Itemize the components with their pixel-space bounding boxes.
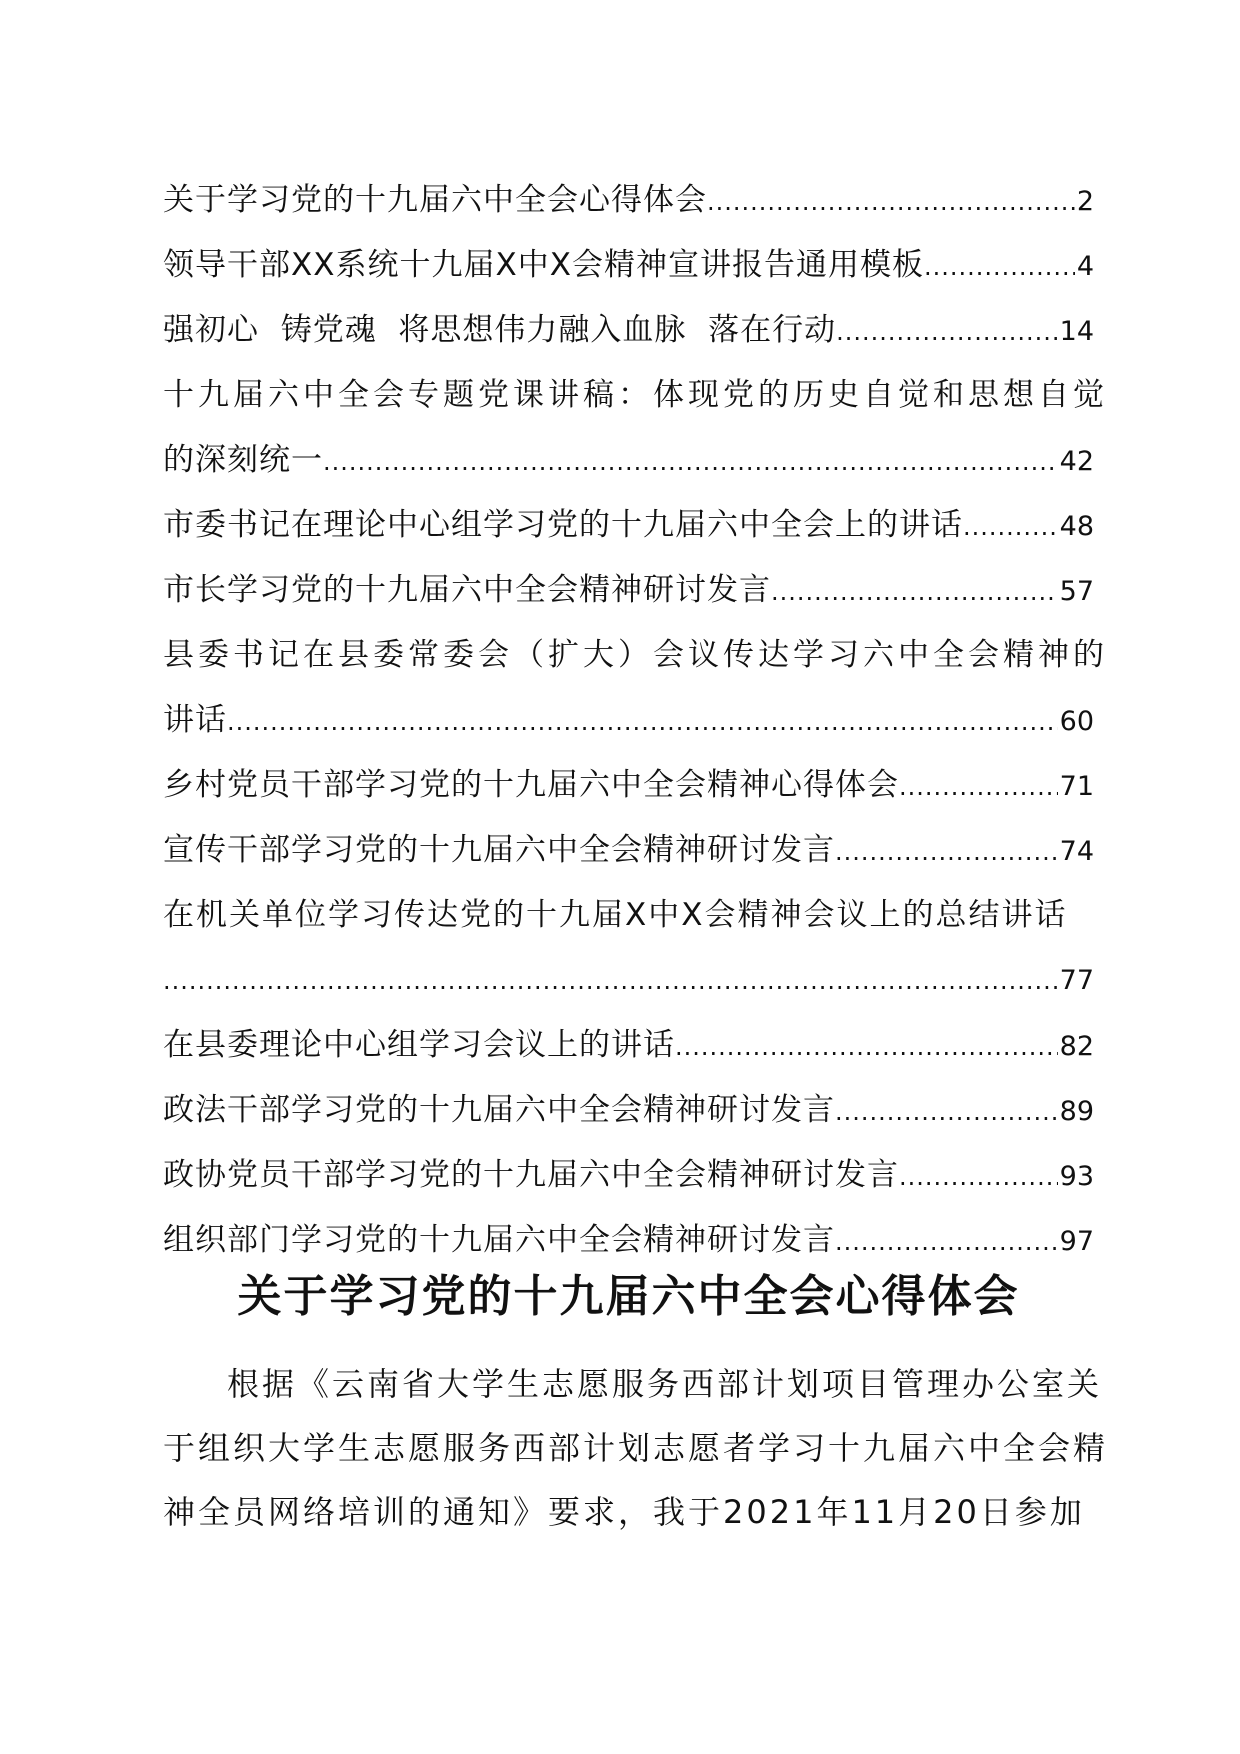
body-paragraph-line: 神全员网络培训的通知》要求，我于2021年11月20日参加 (163, 1493, 1085, 1531)
article-body (163, 1352, 1109, 1544)
toc-entry[interactable] (163, 1013, 1094, 1078)
toc-dot-leader (963, 495, 1058, 560)
toc-entry-title: 组织部门学习党的十九届六中全会精神研讨发言 (163, 1222, 835, 1258)
body-paragraph-line: 于组织大学生志愿服务西部计划志愿者学习十九届六中全会精 (163, 1429, 1109, 1467)
toc-page-number: 48 (1059, 511, 1094, 542)
toc-dot-leader (771, 560, 1058, 625)
toc-entry-title: 的深刻统一 (163, 442, 323, 478)
toc-entry[interactable] (163, 623, 1108, 753)
toc-page-number: 57 (1059, 576, 1094, 607)
toc-dot-leader (323, 430, 1058, 495)
toc-entry[interactable] (163, 168, 1094, 233)
toc-page-number: 93 (1059, 1161, 1094, 1192)
toc-dot-leader (899, 1145, 1058, 1210)
toc-dot-leader (836, 300, 1058, 365)
toc-entry-title-line1: 在机关单位学习传达党的十九届X中X会精神会议上的总结讲话 (163, 897, 1068, 933)
toc-entry-title: 领导干部XX系统十九届X中X会精神宣讲报告通用模板 (163, 247, 924, 283)
body-paragraph-line: 根据《云南省大学生志愿服务西部计划项目管理办公室关 (227, 1365, 1103, 1403)
toc-page-number: 42 (1059, 446, 1094, 477)
toc-dot-leader (835, 1080, 1058, 1145)
toc-entry[interactable] (163, 883, 1094, 1013)
toc-page-number: 89 (1059, 1096, 1094, 1127)
toc-entry[interactable] (163, 753, 1094, 818)
toc-entry-title: 市委书记在理论中心组学习党的十九届六中全会上的讲话 (163, 507, 963, 543)
toc-dot-leader (924, 235, 1075, 300)
toc-entry-title: 讲话 (163, 702, 227, 738)
toc-entry-title: 在县委理论中心组学习会议上的讲话 (163, 1027, 675, 1063)
toc-entry-title: 宣传干部学习党的十九届六中全会精神研讨发言 (163, 832, 835, 868)
toc-page-number: 71 (1059, 771, 1094, 802)
toc-entry-title: 市长学习党的十九届六中全会精神研讨发言 (163, 572, 771, 608)
toc-entry-title: 关于学习党的十九届六中全会心得体会 (163, 182, 707, 218)
toc-page-number: 77 (1059, 965, 1094, 996)
toc-entry-title-line1: 县委书记在县委常委会（扩大）会议传达学习六中全会精神的 (163, 637, 1108, 673)
toc-dot-leader (163, 949, 1058, 1014)
toc-entry[interactable] (163, 558, 1094, 623)
toc-entry-title-line1: 十九届六中全会专题党课讲稿：体现党的历史自觉和思想自觉 (163, 377, 1108, 413)
toc-page-number: 82 (1059, 1031, 1094, 1062)
toc-entry[interactable] (163, 298, 1094, 363)
toc-page-number: 14 (1059, 316, 1094, 347)
toc-dot-leader (835, 820, 1058, 885)
toc-entry[interactable] (163, 363, 1108, 493)
toc-entry-title: 政法干部学习党的十九届六中全会精神研讨发言 (163, 1092, 835, 1128)
toc-page-number: 4 (1076, 251, 1094, 282)
toc-entry-title: 政协党员干部学习党的十九届六中全会精神研讨发言 (163, 1157, 899, 1193)
toc-dot-leader (707, 170, 1075, 235)
toc-dot-leader (675, 1015, 1058, 1080)
toc-dot-leader (899, 755, 1058, 820)
toc-entry-title: 强初心 铸党魂 将思想伟力融入血脉 落在行动 (163, 312, 837, 348)
toc-dot-leader (227, 690, 1058, 755)
toc-page-number: 74 (1059, 836, 1094, 867)
toc-page-number: 60 (1059, 706, 1094, 737)
toc-entry-title: 乡村党员干部学习党的十九届六中全会精神心得体会 (163, 767, 899, 803)
toc-entry[interactable] (163, 1078, 1094, 1143)
toc-entry[interactable] (163, 1143, 1094, 1208)
toc-entry[interactable] (163, 493, 1094, 558)
toc-page-number: 2 (1076, 186, 1094, 217)
toc-entry[interactable] (163, 233, 1094, 298)
toc-page-number: 97 (1059, 1226, 1094, 1257)
article-title: 关于学习党的十九届六中全会心得体会 (237, 1271, 1020, 1322)
table-of-contents (163, 168, 1108, 1273)
toc-entry[interactable] (163, 818, 1094, 883)
